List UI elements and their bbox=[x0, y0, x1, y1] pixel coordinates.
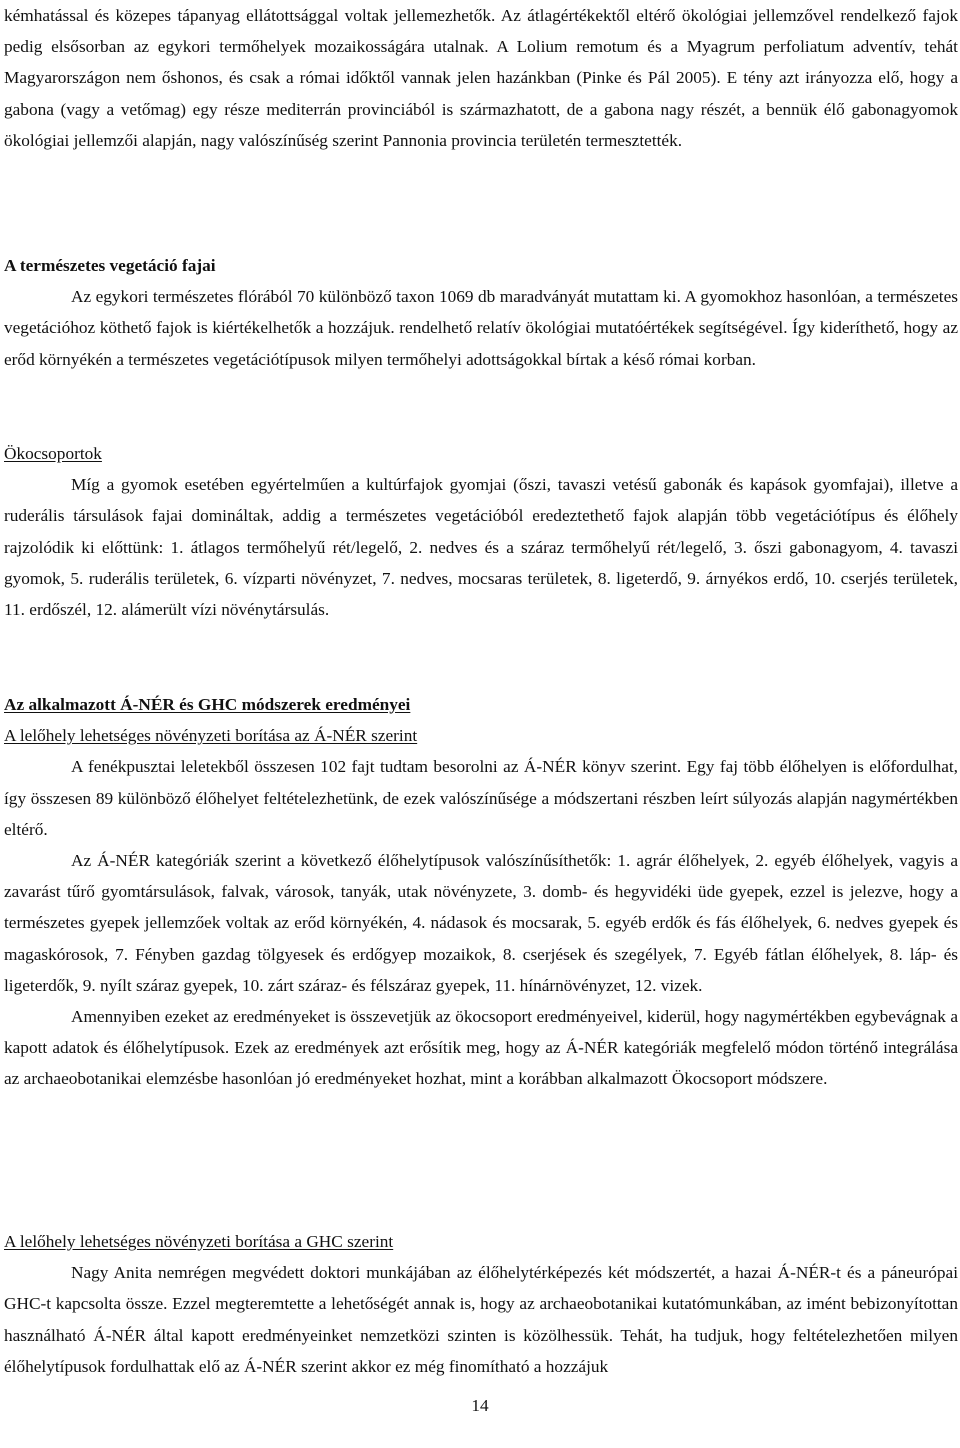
body-paragraph: Amennyiben ezeket az eredményeket is összevetjük az ökocsoport eredményeivel, kiderül, hogy nagymértékben egybevágnak a kapott adatok és élőhelytípusok. Ezek az eredmények azt erősítik meg, hogy az Á-NÉR kategóriák megfelelő módon történő integrálása az archaeobotanikai elemzésbe hasonlóan jó eredményeket hozhat, mint a korábban alkalmazott Ökocsoport módszere. bbox=[4, 1007, 958, 1089]
body-paragraph: A fenékpusztai leletekből összesen 102 fajt tudtam besorolni az Á-NÉR könyv szerint. Egy faj több élőhelyen is előfordulhat, így összesen 89 különböző élőhelyet feltételezhetünk, de ezek valószínűsége a módszertani részben leírt súlyozás alapján nagymértékben eltérő. bbox=[4, 757, 958, 839]
intro-paragraph: kémhatással és közepes tápanyag ellátottsággal voltak jellemezhetők. Az átlagértékektől eltérő ökológiai jellemzővel rendelkező fajok pedig elsősorban az egykori termőhelyek mozaikosságára utalnak. A Lolium remotum és a Myagrum perfoliatum adventív, tehát Magyarországon nem őshonos, és csak a római időktől vannak jelen hazánkban (Pinke és Pál 2005). E tény azt irányozza elő, hogy a gabona (vagy a vetőmag) egy része mediterrán provinciából is származhatott, de a gabona nagy részét, a bennük élő gabonagyomok ökológiai jellemzői alapján, nagy valószínűség szerint Pannonia provincia területén termesztették. bbox=[4, 6, 958, 150]
ecogroups-section bbox=[4, 438, 958, 625]
results-section bbox=[4, 689, 958, 1095]
page-number: 14 bbox=[471, 1396, 489, 1415]
body-paragraph: Az Á-NÉR kategóriák szerint a következő élőhelytípusok valószínűsíthetők: 1. agrár élőhelyek, 2. egyéb élőhelyek, vagyis a zavarást tűrő gyomtársulások, falvak, városok, tanyák, utak növényzete, 3. domb- és hegyvidéki üde gyepek, ezzel is jelezve, hogy a természetes gyepek jellemzőek voltak az erőd környékén, 4. nádasok és mocsarak, 5. egyéb erdők és fás élőhelyek, 6. nedves gyepek és magaskórosok, 7. Fényben gazdag tölgyesek és erdőgyep mozaikok, 8. cserjések és szegélyek, 7. Egyéb fátlan élőhelyek, 8. láp- és ligeterdők, 9. nyílt száraz gyepek, 10. zárt száraz- és félszáraz gyepek, 11. hínárnövényzet, 12. vizek. bbox=[4, 851, 958, 995]
section-subheading: A lelőhely lehetséges növényzeti borítása a GHC szerint bbox=[4, 1232, 394, 1251]
section-subheading: A lelőhely lehetséges növényzeti borítása az Á-NÉR szerint bbox=[4, 726, 418, 746]
body-paragraph: Nagy Anita nemrégen megvédett doktori munkájában az élőhelytérképezés két módszertét, a hazai Á-NÉR-t és a páneurópai GHC-t kapcsolta össze. Ezzel megteremtette a lehetőségét annak is, hogy az archaeobotanikai kutatómunkában, az imént bebizonyítottan használható Á-NÉR által kapott eredményeinket nemzetközi szinten is közölhessük. Tehát, ha tudjuk, hogy feltételezhetően milyen élőhelytípusok fordulhattak elő az Á-NÉR szerint akkor ez még finomítható a hozzájuk bbox=[4, 1263, 958, 1376]
section-heading: Az alkalmazott Á-NÉR és GHC módszerek eredményei bbox=[4, 695, 411, 714]
body-paragraph: Az egykori természetes flórából 70 különböző taxon 1069 db maradványát mutattam ki. A gyomokhoz hasonlóan, a természetes vegetációhoz köthető fajok is kiértékelhetők a hozzájuk. rendelhető relatív ökológiai mutatóértékek segítségével. Így kideríthető, hogy az erőd környékén a természetes vegetációtípusok milyen termőhelyi adottságokkal bírtak a késő római korban. bbox=[4, 287, 958, 369]
body-paragraph: Míg a gyomok esetében egyértelműen a kultúrfajok gyomjai (őszi, tavaszi vetésű gabonák és kapások gyomfajai), illetve a ruderális társulások fajai domináltak, addig a természetes vegetációból eredeztethető fajok alapján több vegetációtípus és élőhely rajzolódik ki előttünk: 1. átlagos termőhelyű rét/legelő, 2. nedves és a száraz termőhelyű rét/legelő, 3. őszi gabonagyom, 4. tavaszi gyomok, 5. ruderális területek, 6. vízparti növényzet, 7. nedves, mocsaras területek, 8. ligeterdő, 9. árnyékos erdő, 10. cserjés területek, 11. erdőszél, 12. alámerült vízi növénytársulás. bbox=[4, 475, 958, 620]
ghc-section bbox=[4, 1226, 958, 1382]
intro-section bbox=[4, 0, 958, 156]
natural-vegetation-section bbox=[4, 250, 958, 375]
section-heading: A természetes vegetáció fajai bbox=[4, 256, 216, 275]
section-subheading: Ökocsoportok bbox=[4, 444, 102, 463]
